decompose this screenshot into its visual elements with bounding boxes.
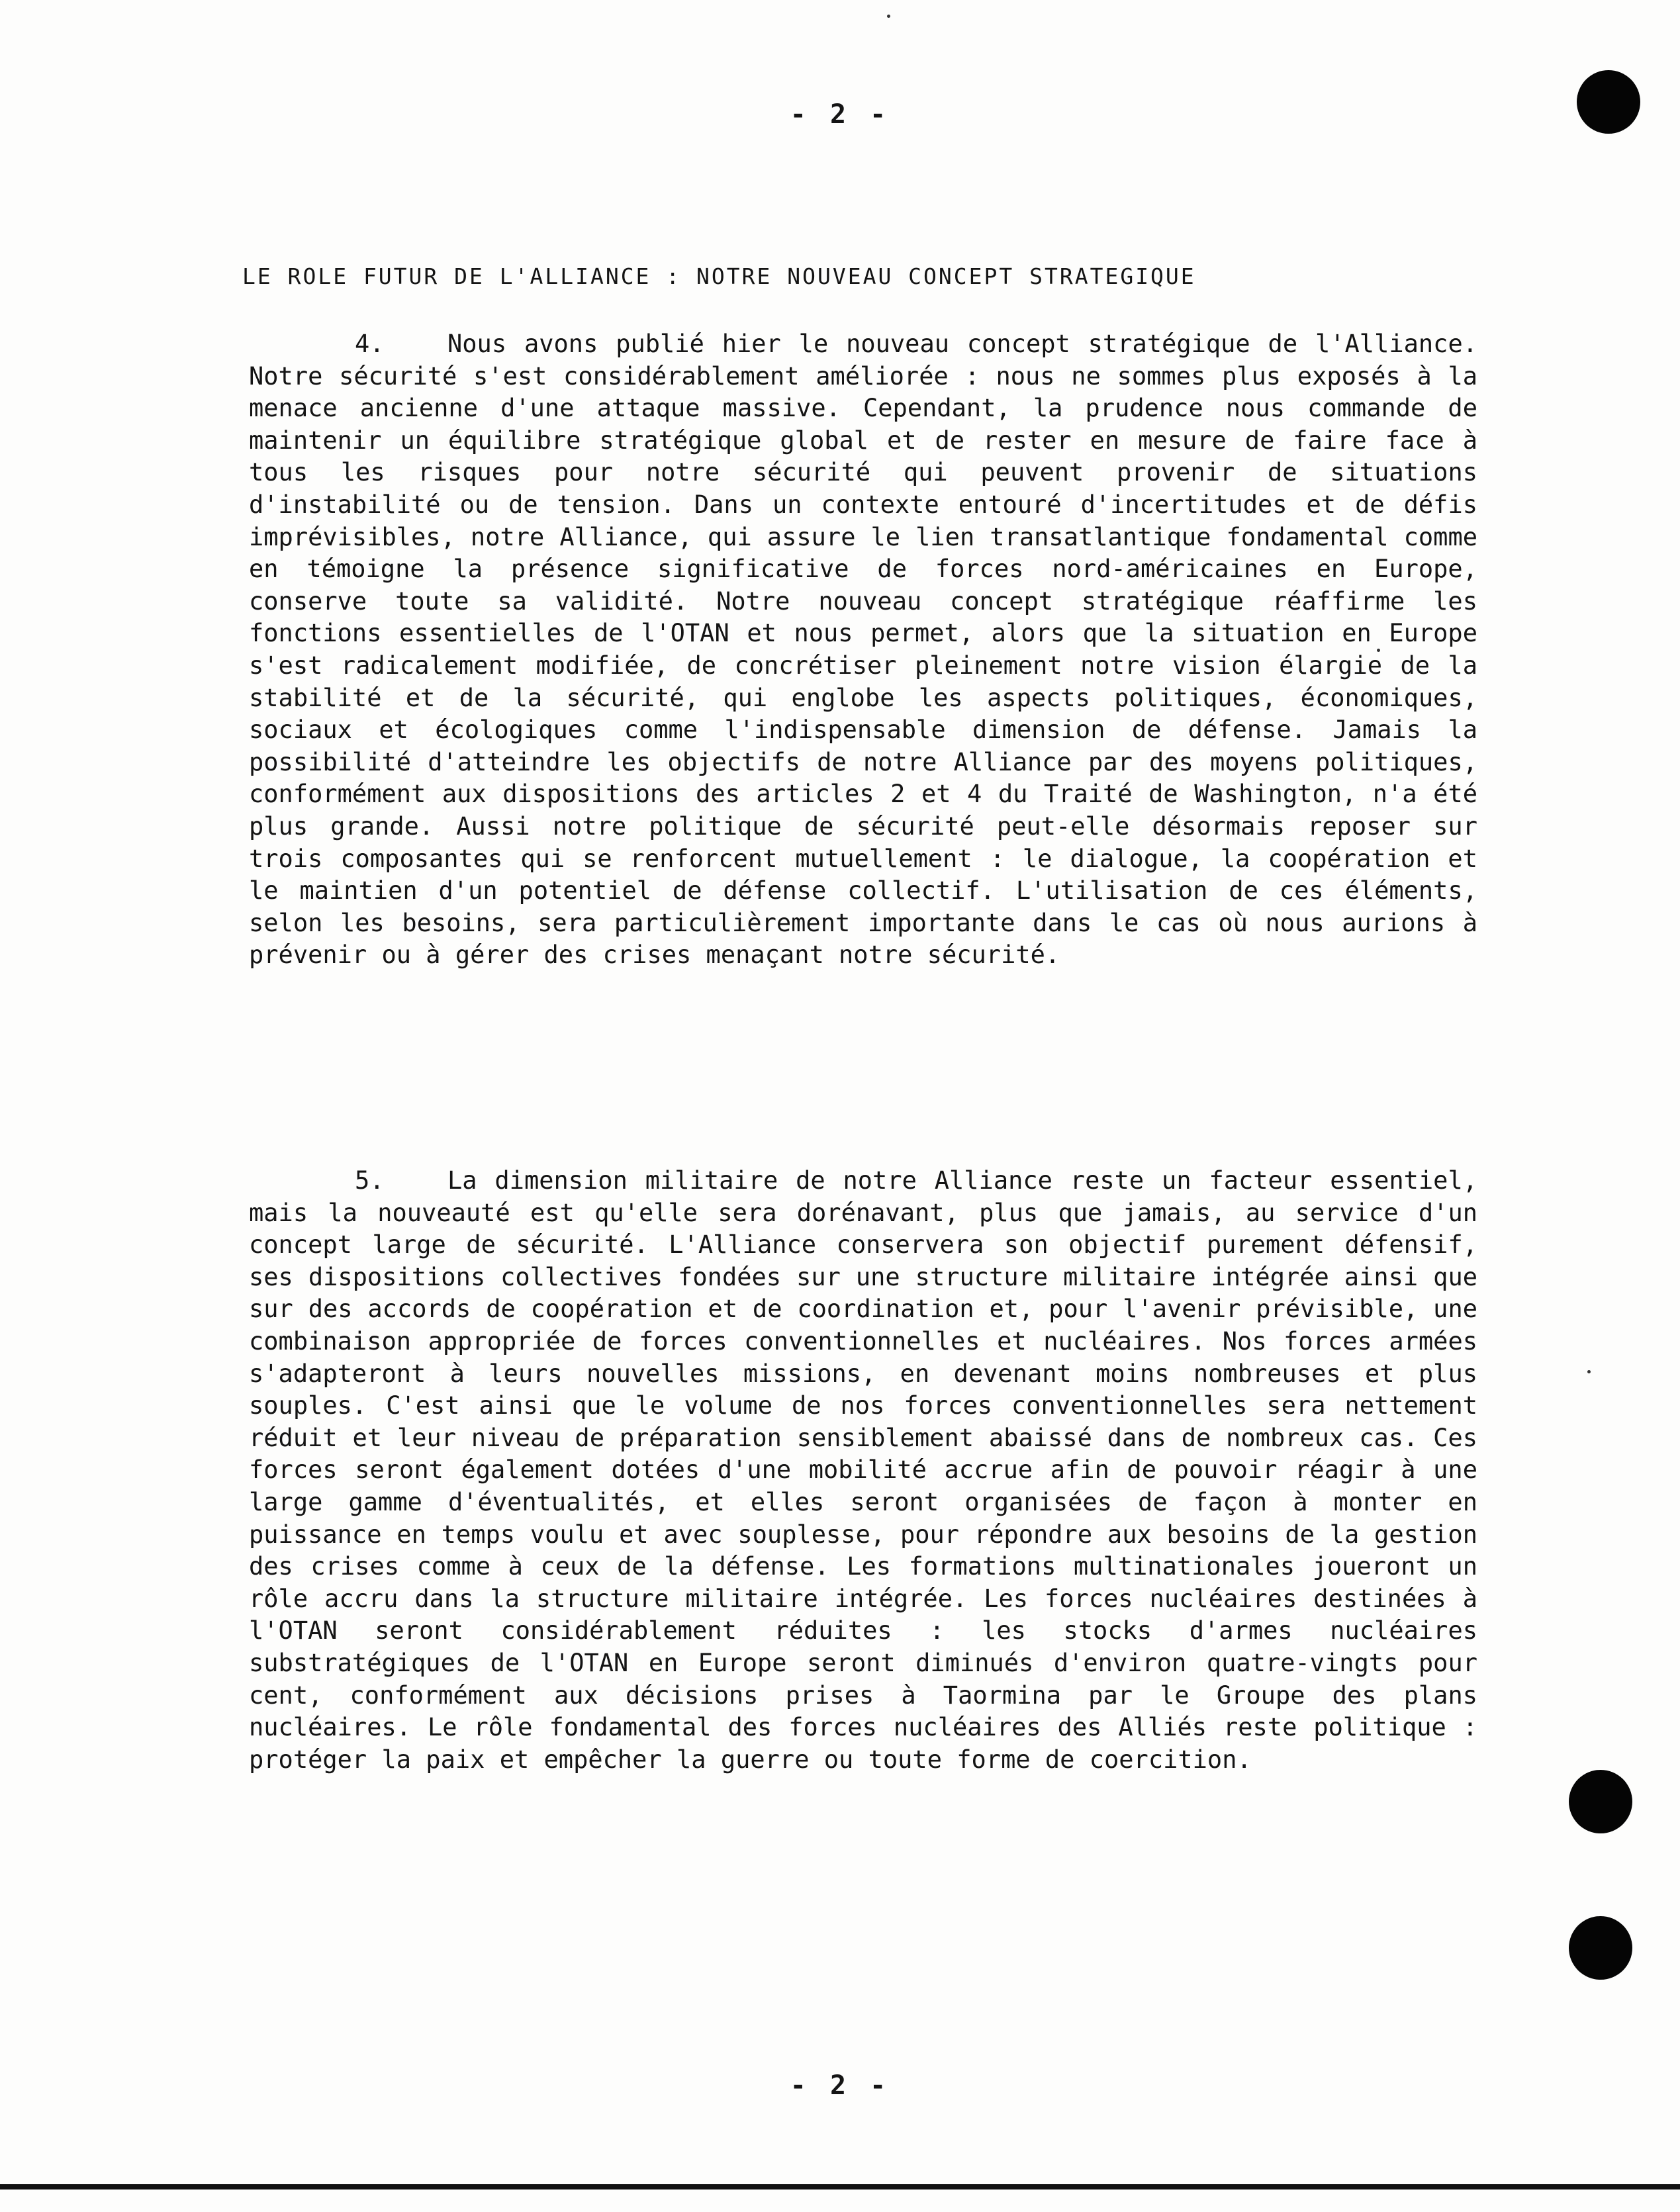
paragraph-text: Nous avons publié hier le nouveau concept stratégique de l'Alliance. Notre sécurité s'est considérablement améliorée : nous ne sommes plus exposés à la menace ancienne d'une attaque massive. Cependant, la prudence nous commande de maintenir un équilibre stratégique global et de rester en mesure de faire face à tous les risques pour notre sécurité qui peuvent provenir de situations d'instabilité ou de tension. Dans un contexte entouré d'incertitudes et de défis imprévisibles, notre Alliance, qui assure le lien transatlantique fondamental comme en témoigne la présence significative de forces nord-américaines en Europe, conserve toute sa validité. Notre nouveau concept stratégique réaffirme les fonctions essentielles de l'OTAN et nous permet, alors que la situation en Europe s'est radicalement modifiée, de concrétiser pleinement notre vision élargie de la stabilité et de la sécurité, qui englobe les aspects politiques, économiques, sociaux et écologiques comme l'indispensable dimension de défense. Jamais la possibilité d'atteindre les objectifs de notre Alliance par des moyens politiques, conformément aux dispositions des articles 2 et 4 du Traité de Washington, n'a été plus grande. Aussi notre politique de sécurité peut-elle désormais reposer sur trois composantes qui se renforcent mutuellement : le dialogue, la coopération et le maintien d'un potentiel de défense collectif. L'utilisation de ces éléments, selon les besoins, sera particulièrement importante dans le cas où nous aurions à prévenir ou à gérer des crises menaçant notre sécurité. — [249, 330, 1477, 970]
punch-hole-mark — [1569, 1916, 1632, 1980]
punch-hole-mark — [1569, 1770, 1632, 1833]
paragraph-4 — [249, 328, 1477, 972]
page-number-top: - 2 - — [790, 99, 890, 130]
paragraph-5 — [249, 1165, 1477, 1776]
paragraph-number: 5. — [355, 1166, 385, 1195]
section-heading: LE ROLE FUTUR DE L'ALLIANCE : NOTRE NOUVEAU CONCEPT STRATEGIQUE — [242, 263, 1196, 289]
scan-speck — [887, 15, 890, 18]
paragraph-text: La dimension militaire de notre Alliance reste un facteur essentiel, mais la nouveauté est qu'elle sera dorénavant, plus que jamais, au service d'un concept large de sécurité. L'Alliance conservera son objectif purement défensif, ses dispositions collectives fondées sur une structure militaire intégrée ainsi que sur des accords de coopération et de coordination et, pour l'avenir prévisible, une combinaison appropriée de forces conventionnelles et nucléaires. Nos forces armées s'adapteront à leurs nouvelles missions, en devenant moins nombreuses et plus souples. C'est ainsi que le volume de nos forces conventionnelles sera nettement réduit et leur niveau de préparation sensiblement abaissé dans de nombreux cas. Ces forces seront également dotées d'une mobilité accrue afin de pouvoir réagir à une large gamme d'éventualités, et elles seront organisées de façon à monter en puissance en temps voulu et avec souplesse, pour répondre aux besoins de la gestion des crises comme à ceux de la défense. Les formations multinationales joueront un rôle accru dans la structure militaire intégrée. Les forces nucléaires destinées à l'OTAN seront considérablement réduites : les stocks d'armes nucléaires substratégiques de l'OTAN en Europe seront diminués d'environ quatre-vingts pour cent, conformément aux décisions prises à Taormina par le Groupe des plans nucléaires. Le rôle fondamental des forces nucléaires des Alliés reste politique : protéger la paix et empêcher la guerre ou toute forme de coercition. — [249, 1166, 1477, 1774]
paragraph-number: 4. — [355, 330, 385, 358]
scan-speck — [1587, 1370, 1591, 1373]
scan-edge-line — [0, 2184, 1680, 2189]
page-number-bottom: - 2 - — [790, 2070, 890, 2101]
